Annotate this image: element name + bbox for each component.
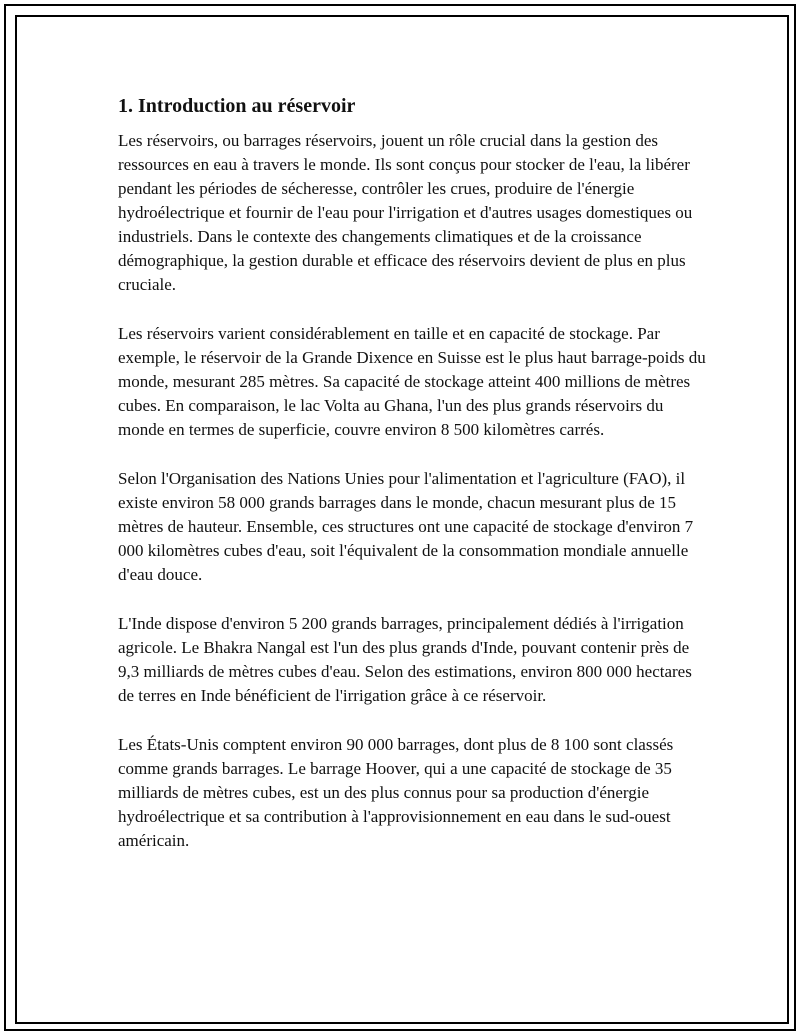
paragraph-united-states: Les États-Unis comptent environ 90 000 barrages, dont plus de 8 100 sont classés comme grands barrages. Le barrage Hoover, qui a une capacité de stockage de 35 milliards de mètres cubes, est un des plus connus pour sa production d'énergie hydroélectrique et sa contribution à l'approvisionnement en eau dans le sud-ouest américain. — [118, 735, 674, 850]
paragraph-india: L'Inde dispose d'environ 5 200 grands barrages, principalement dédiés à l'irrigation agricole. Le Bhakra Nangal est l'un des plus grands d'Inde, pouvant contenir près de 9,3 milliards de mètres cubes d'eau. Selon des estimations, environ 800 000 hectares de terres en Inde bénéficient de l'irrigation grâce à ce réservoir. — [118, 614, 692, 705]
document-body — [118, 92, 708, 878]
paragraph-introduction: Les réservoirs, ou barrages réservoirs, jouent un rôle crucial dans la gestion des ressources en eau à travers le monde. Ils sont conçus pour stocker de l'eau, la libérer pendant les périodes de sécheresse, contrôler les crues, produire de l'énergie hydroélectrique et fournir de l'eau pour l'irrigation et d'autres usages domestiques ou industriels. Dans le contexte des changements climatiques et de la croissance démographique, la gestion durable et efficace des réservoirs devient de plus en plus cruciale. — [118, 131, 693, 294]
section-heading: 1. Introduction au réservoir — [118, 95, 356, 117]
paragraph-reservoir-sizes: Les réservoirs varient considérablement en taille et en capacité de stockage. Par exemple, le réservoir de la Grande Dixence en Suisse est le plus haut barrage-poids du monde, mesurant 285 mètres. Sa capacité de stockage atteint 400 millions de mètres cubes. En comparaison, le lac Volta au Ghana, l'un des plus grands réservoirs du monde en termes de superficie, couvre environ 8 500 kilomètres carrés. — [118, 324, 706, 439]
paragraph-fao-statistics: Selon l'Organisation des Nations Unies pour l'alimentation et l'agriculture (FAO), il existe environ 58 000 grands barrages dans le monde, chacun mesurant plus de 15 mètres de hauteur. Ensemble, ces structures ont une capacité de stockage d'environ 7 000 kilomètres cubes d'eau, soit l'équivalent de la consommation mondiale annuelle d'eau douce. — [118, 469, 694, 584]
